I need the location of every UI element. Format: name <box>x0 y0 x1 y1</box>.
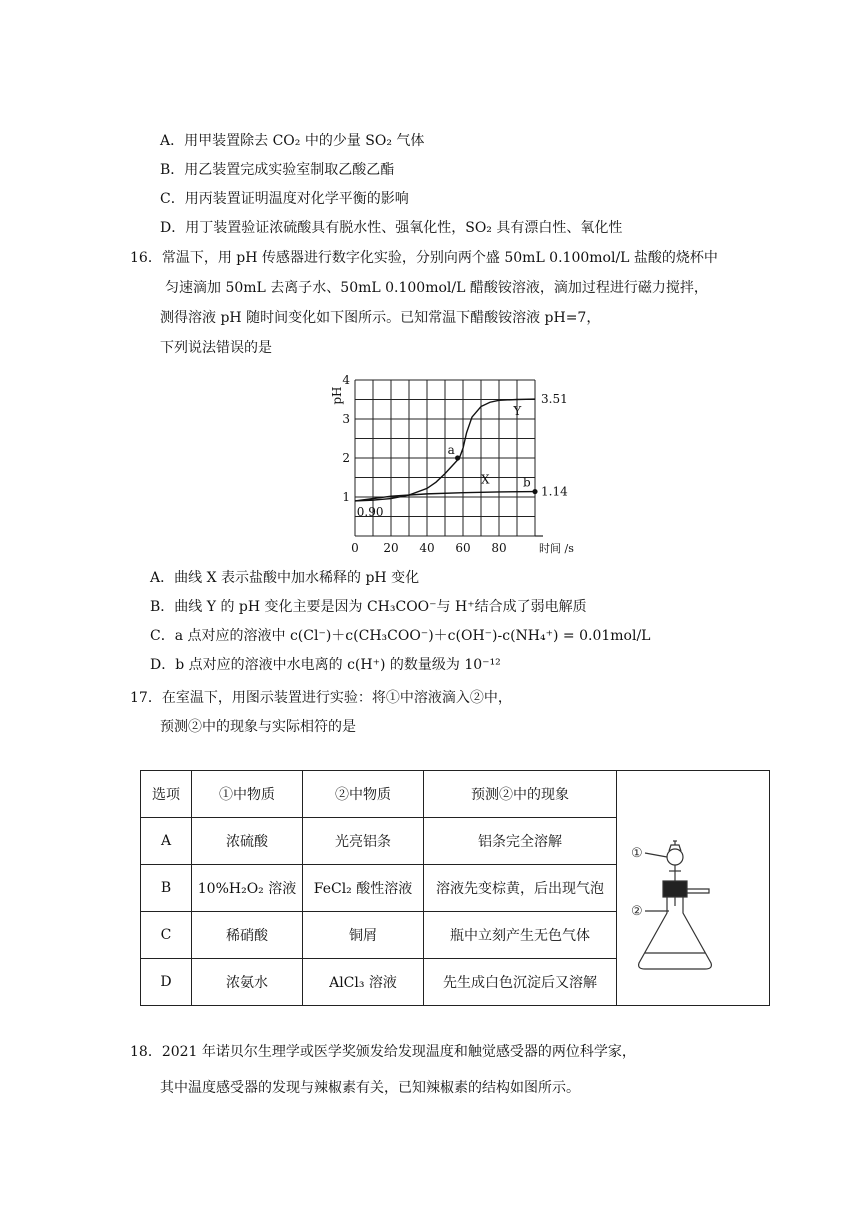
q18-stem-line-1: 18．2021 年诺贝尔生理学或医学奖颁发给发现温度和触觉感受器的两位科学家， <box>130 1044 636 1060</box>
q16-stem-line-4: 下列说法错误的是 <box>160 340 272 356</box>
point-a <box>455 455 460 460</box>
table-cell: 瓶中立刻产生无色气体 <box>424 912 617 959</box>
q16-option-a: A．曲线 X 表示盐酸中加水稀释的 pH 变化 <box>150 570 420 586</box>
q17-number: 17． <box>130 690 162 706</box>
x-tick-label: 40 <box>419 541 435 555</box>
table-header-cell: 选项 <box>141 771 192 818</box>
table-cell: C <box>141 912 192 959</box>
value-label-3-51: 3.51 <box>541 392 568 407</box>
y-tick-label: 4 <box>342 373 350 387</box>
chart-labels <box>330 373 574 555</box>
table-cell: 溶液先变棕黄，后出现气泡 <box>424 865 617 912</box>
q16-option-d: D．b 点对应的溶液中水电离的 c(H⁺) 的数量级为 10⁻¹² <box>150 657 501 673</box>
q16-option-c: C．a 点对应的溶液中 c(Cl⁻)＋c(CH₃COO⁻)＋c(OH⁻)-c(NH₄⁺) = 0.01mol/L <box>150 628 651 644</box>
table-cell: 铜屑 <box>303 912 424 959</box>
y-axis-label: pH <box>330 386 344 405</box>
q15-option-b: B．用乙装置完成实验室制取乙酸乙酯 <box>160 162 395 178</box>
table-cell: FeCl₂ 酸性溶液 <box>303 865 424 912</box>
value-label-0-90: 0.90 <box>356 504 384 519</box>
y-tick-label: 1 <box>342 490 350 504</box>
table-cell: D <box>141 959 192 1006</box>
series-label-x: X <box>481 472 490 487</box>
x-tick-label: 20 <box>383 541 399 555</box>
chart-series <box>355 399 538 501</box>
point-b <box>532 489 537 494</box>
table-cell: 铝条完全溶解 <box>424 818 617 865</box>
q16-stem-line-1: 16．常温下，用 pH 传感器进行数字化实验，分别向两个盛 50mL 0.100mol/L 盐酸的烧杯中 <box>130 250 718 266</box>
q18-stem-line-2: 其中温度感受器的发现与辣椒素有关，已知辣椒素的结构如图所示。 <box>160 1080 580 1096</box>
q16-stem-line-2: 匀速滴加 50mL 去离子水、50mL 0.100mol/L 醋酸铵溶液，滴加过程进行磁力搅拌， <box>165 280 708 296</box>
y-tick-label: 3 <box>342 412 350 426</box>
table-cell: 光亮铝条 <box>303 818 424 865</box>
table-cell: 浓硫酸 <box>192 818 303 865</box>
table-cell: 先生成白色沉淀后又溶解 <box>424 959 617 1006</box>
x-tick-label: 0 <box>351 541 359 555</box>
table-header-cell: ①中物质 <box>192 771 303 818</box>
q16-option-b: B．曲线 Y 的 pH 变化主要是因为 CH₃COO⁻与 H⁺结合成了弱电解质 <box>150 599 587 615</box>
q16-number: 16． <box>130 250 162 266</box>
q17-stem-line-1: 17．在室温下，用图示装置进行实验：将①中溶液滴入②中， <box>130 690 512 706</box>
q17-stem-line-2: 预测②中的现象与实际相符的是 <box>160 719 356 735</box>
x-axis-label: 时间 /s <box>539 542 574 555</box>
q15-option-a: A．用甲装置除去 CO₂ 中的少量 SO₂ 气体 <box>160 133 425 149</box>
table-cell: B <box>141 865 192 912</box>
q17-options-table <box>140 770 770 1006</box>
table-header-cell: 预测②中的现象 <box>424 771 617 818</box>
x-tick-label: 80 <box>491 541 507 555</box>
label-1: ① <box>631 846 643 861</box>
table-header-cell: ②中物质 <box>303 771 424 818</box>
x-tick-label: 60 <box>455 541 471 555</box>
point-b-label: b <box>523 475 531 490</box>
q16-stem-line-3: 测得溶液 pH 随时间变化如下图所示。已知常温下醋酸铵溶液 pH=7， <box>160 310 601 326</box>
point-a-label: a <box>447 443 455 457</box>
table-cell: AlCl₃ 溶液 <box>303 959 424 1006</box>
ph-time-chart <box>330 370 585 560</box>
apparatus-cell <box>617 771 770 1006</box>
q18-number: 18． <box>130 1044 162 1060</box>
y-tick-label: 2 <box>342 451 350 465</box>
table-cell: 浓氨水 <box>192 959 303 1006</box>
table-header-row <box>141 771 770 818</box>
table-cell: A <box>141 818 192 865</box>
q15-option-c: C．用丙装置证明温度对化学平衡的影响 <box>160 191 409 207</box>
flask-apparatus-figure <box>617 771 769 1001</box>
table-cell: 稀硝酸 <box>192 912 303 959</box>
table-cell: 10%H₂O₂ 溶液 <box>192 865 303 912</box>
q15-option-d: D．用丁装置验证浓硫酸具有脱水性、强氧化性，SO₂ 具有漂白性、氧化性 <box>160 220 623 236</box>
value-label-1-14: 1.14 <box>541 484 568 499</box>
label-2: ② <box>631 904 643 919</box>
series-label-y: Y <box>513 404 522 419</box>
